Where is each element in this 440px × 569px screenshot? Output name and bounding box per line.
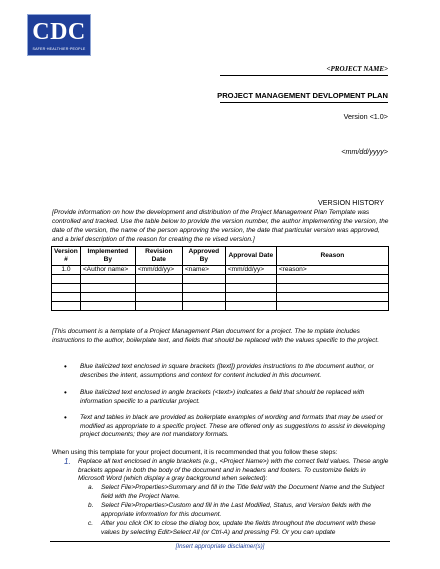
version-label: Version <1.0>: [343, 112, 388, 121]
bullet-text: Text and tables in black are provided as boilerplate examples of wording and formats that may be used or modified as appropriate to a specific project. These are offered only as suggestions to assist in developing project documents; they are not mandatory formats.: [80, 414, 385, 439]
title-rule: [220, 102, 388, 103]
substep-label: c.: [88, 520, 94, 527]
bullet-icon: •: [64, 388, 67, 397]
footer-rule: [50, 541, 390, 542]
bullet-text: Blue italicized text enclosed in angle brackets (<text>) indicates a field that should be replaced with information specific to a particular project.: [80, 389, 365, 405]
table-cell: [135, 275, 182, 284]
table-row: [52, 275, 389, 284]
step-number: 1.: [64, 457, 71, 466]
table-cell: [80, 275, 135, 284]
substep-label: a.: [88, 484, 94, 491]
table-cell: <name>: [182, 266, 225, 275]
substep-text: Select File>Properties>Custom and fill in the Last Modified, Status, and Version fields with the appropriate information for this document.: [101, 502, 372, 518]
col-reason: Reason: [276, 247, 388, 266]
bullet-icon: •: [64, 413, 67, 422]
table-cell: [225, 302, 276, 311]
col-revision-date: Revision Date: [135, 247, 182, 266]
cdc-logo: [27, 14, 91, 56]
table-row: [52, 284, 389, 293]
table-cell: [135, 302, 182, 311]
footer-disclaimer: [Insert appropriate disclaimer(s)]: [175, 543, 265, 550]
table-cell: [225, 275, 276, 284]
table-cell: [52, 275, 81, 284]
table-cell: [182, 275, 225, 284]
project-name: <PROJECT NAME>: [326, 65, 388, 73]
table-cell: [182, 302, 225, 311]
table-cell: 1.0: [52, 266, 81, 275]
step-text: Replace all text enclosed in angle brackets (e.g., <Project Name>) with the correct field values. These angle brackets appear in both the body of the document and in headers and footers. To customize fields in Microsoft Word (which display a gray background when selected):: [78, 458, 389, 483]
table-cell: <reason>: [276, 266, 388, 275]
table-cell: [276, 302, 388, 311]
table-cell: [52, 302, 81, 311]
table-cell: [80, 293, 135, 302]
table-cell: [135, 293, 182, 302]
table-header-row: [52, 247, 389, 266]
logo-tagline: SAFER·HEALTHIER·PEOPLE: [32, 47, 86, 51]
version-history-intro: [Provide information on how the development and distribution of the Project Management Plan Template was controlled and tracked. Use the table below to provide the version number, the author implementing the version, the date of the version, the name of the person approving the version, the date that particular version was approved, and a brief description of the reason for creating the re vised version.]: [52, 209, 389, 243]
col-approval-date: Approval Date: [225, 247, 276, 266]
table-cell: [80, 302, 135, 311]
col-approved-by: Approved By: [182, 247, 225, 266]
document-title: PROJECT MANAGEMENT DEVLOPMENT PLAN: [217, 91, 388, 100]
table-cell: <mm/dd/yy>: [225, 266, 276, 275]
version-history-heading: VERSION HISTORY: [317, 198, 384, 207]
table-row: [52, 293, 389, 302]
substep-label: b.: [88, 502, 94, 509]
document-date: <mm/dd/yyyy>: [341, 147, 388, 156]
version-history-table: [51, 246, 389, 311]
table-cell: <Author name>: [80, 266, 135, 275]
table-row: [52, 266, 389, 275]
header-rule: [220, 75, 388, 76]
table-cell: [135, 284, 182, 293]
table-cell: [225, 293, 276, 302]
table-cell: [80, 284, 135, 293]
table-cell: [52, 293, 81, 302]
template-intro: [This document is a template of a Project Management Plan document for a project. The te mplate includes instructions to the author, boilerplate text, and fields that should be replaced with the values specific to the project.: [52, 328, 379, 344]
table-cell: [276, 293, 388, 302]
substep-text: After you click OK to close the dialog box, update the fields throughout the document with these values by selecting Edit>Select All (or Ctrl-A) and pressing F9. Or you can update: [101, 520, 376, 536]
steps-intro: When using this template for your project document, it is recommended that you follow these steps:: [52, 449, 338, 456]
table-cell: [52, 284, 81, 293]
substep-text: Select File>Properties>Summary and fill in the Title field with the Document Name and the Subject field with the Project Name.: [101, 484, 385, 500]
table-cell: [225, 284, 276, 293]
table-cell: [182, 284, 225, 293]
logo-letters: CDC: [32, 19, 86, 45]
bullet-icon: •: [64, 362, 67, 371]
bullet-text: Blue italicized text enclosed in square brackets ([text]) provides instructions to the document author, or describes the intent, assumptions and context for content included in this document.: [80, 363, 374, 379]
col-version: Version #: [52, 247, 81, 266]
table-cell: [276, 284, 388, 293]
table-cell: <mm/dd/yy>: [135, 266, 182, 275]
col-implemented-by: Implemented By: [80, 247, 135, 266]
table-row: [52, 302, 389, 311]
table-cell: [276, 275, 388, 284]
table-cell: [182, 293, 225, 302]
